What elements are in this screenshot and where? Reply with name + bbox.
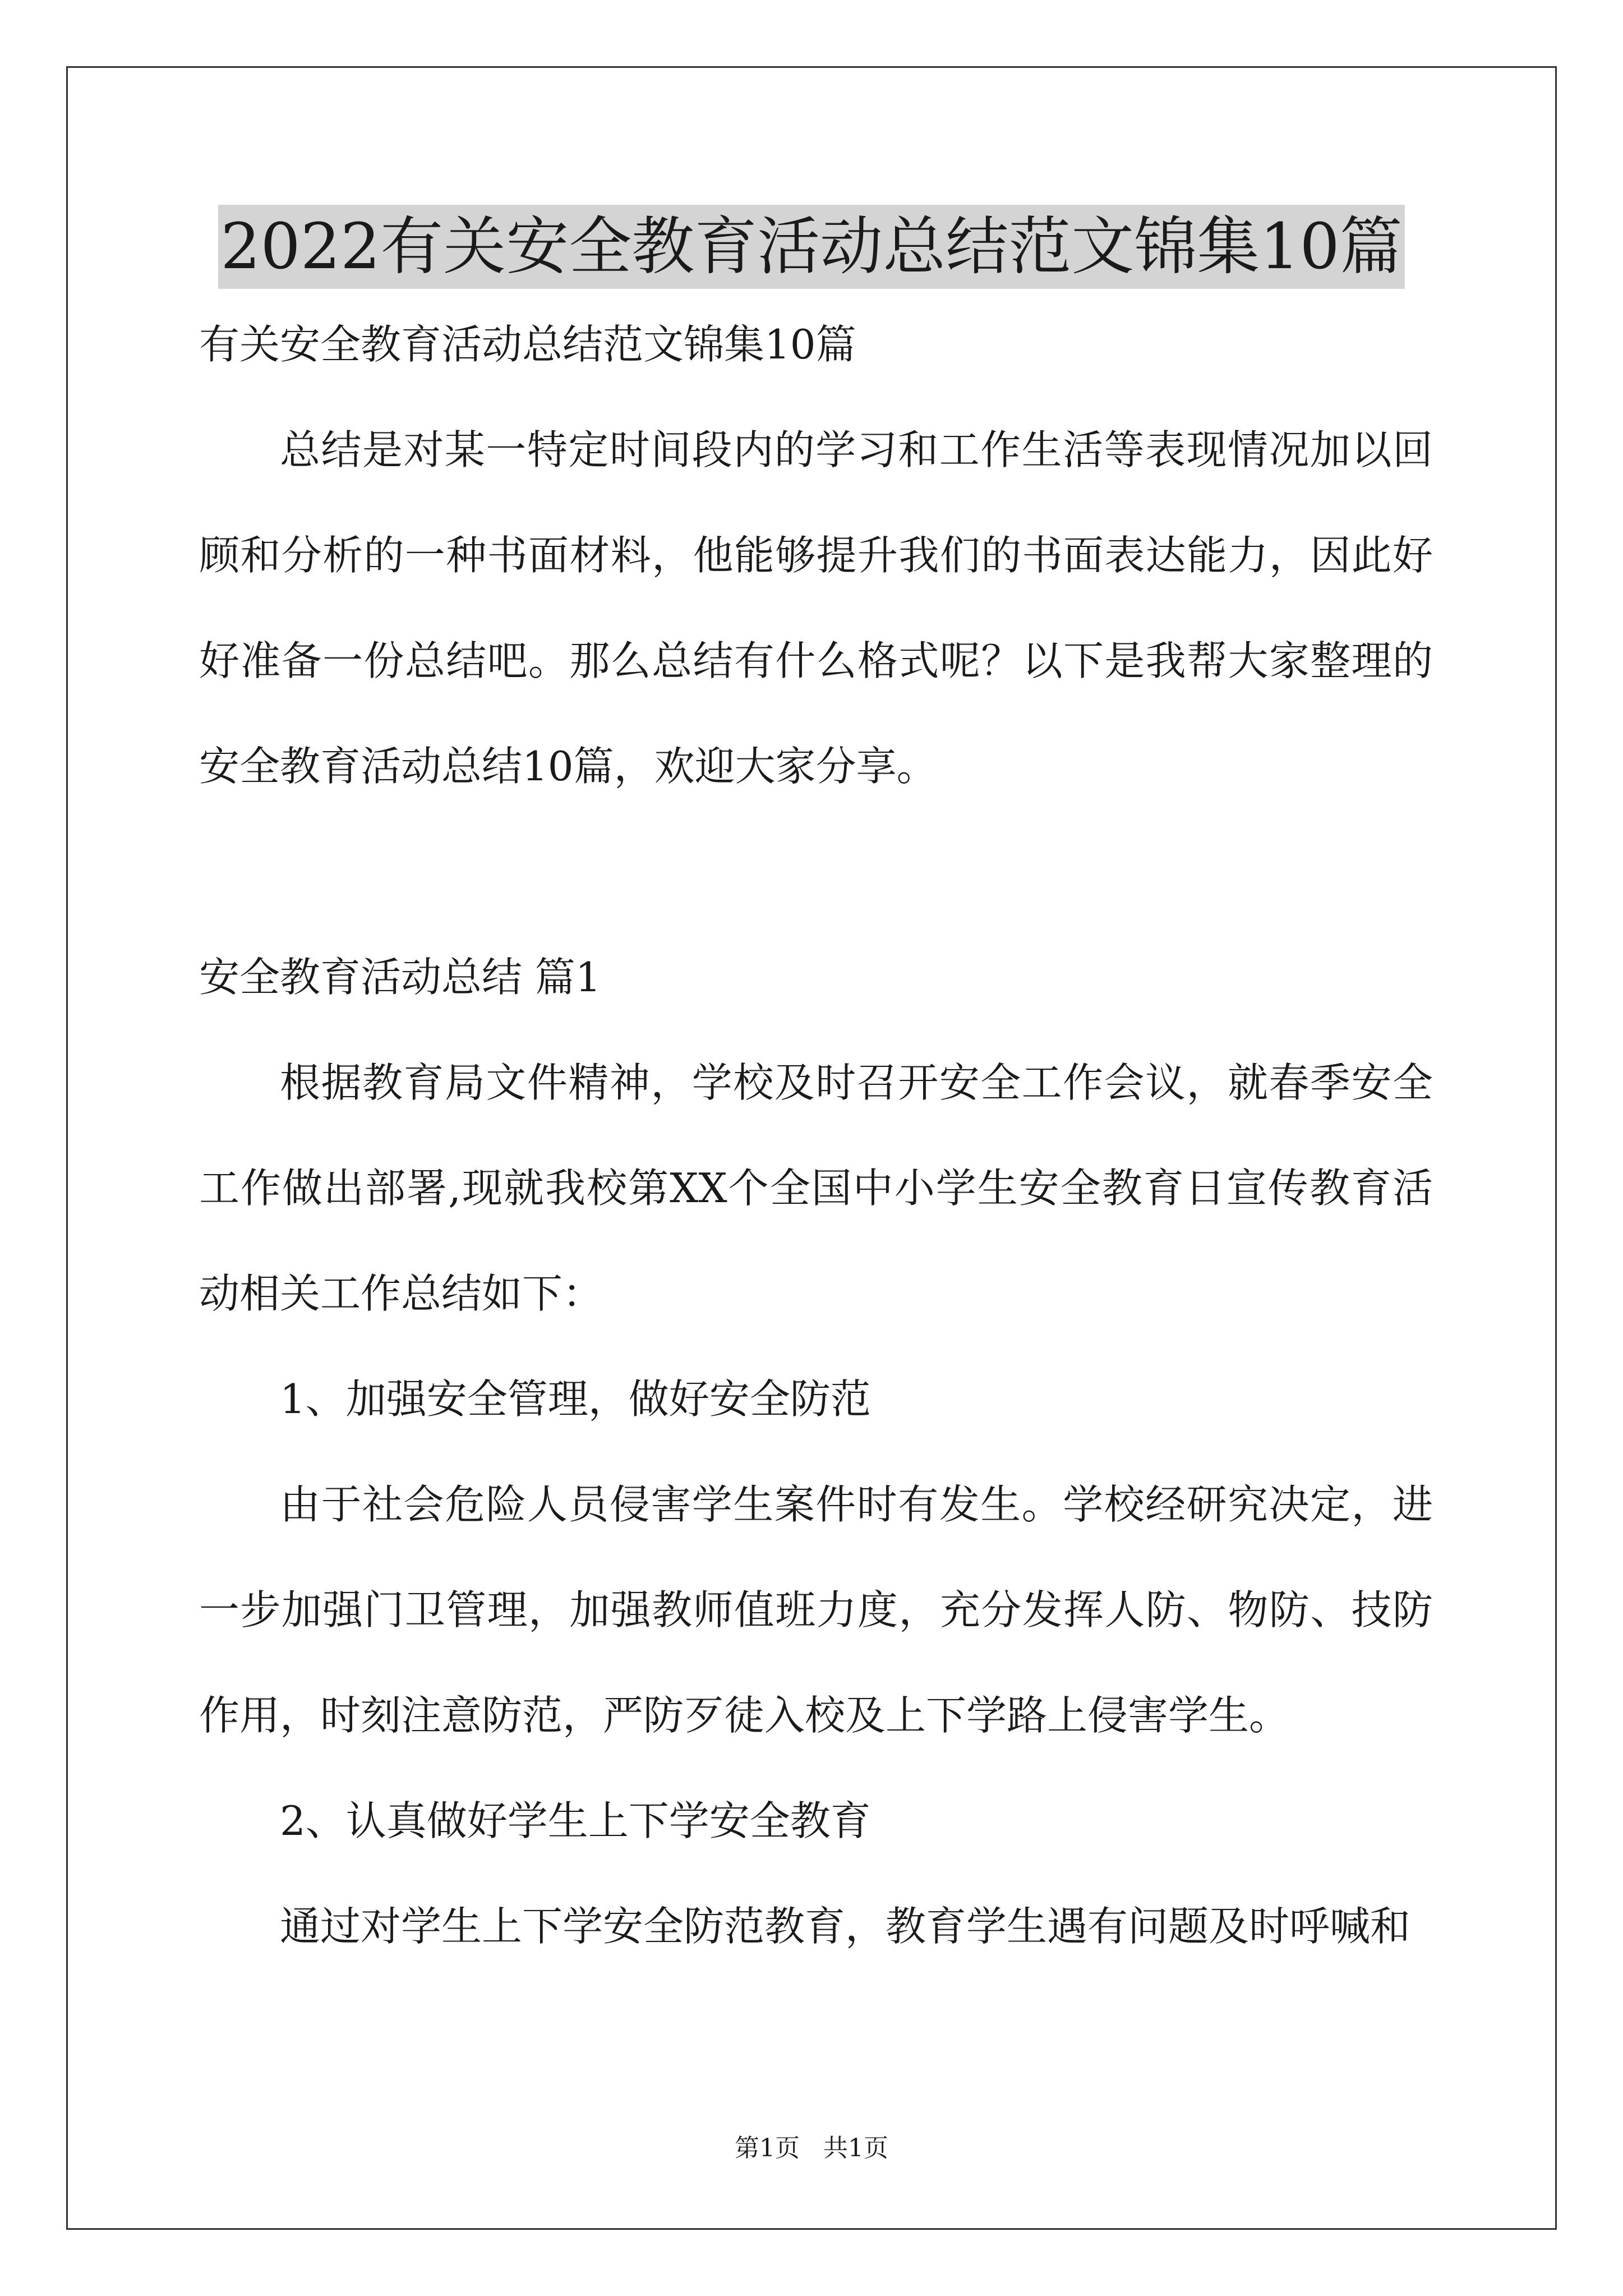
paragraph-spacer [199,819,1433,924]
list-heading-1: 1、加强安全管理，做好安全防范 [280,1375,871,1423]
section-heading: 安全教育活动总结 篇1 [199,954,601,1001]
list-heading-2: 2、认真做好学生上下学安全教育 [280,1797,871,1844]
document-body [199,292,1433,1979]
body-paragraph: 由于社会危险人员侵害学生案件时有发生。学校经研究决定，进一步加强门卫管理，加强教师值班力度，充分发挥人防、物防、技防作用，时刻注意防范，严防歹徒入校及上下学路上侵害学生。 [199,1481,1433,1739]
subtitle: 有关安全教育活动总结范文锦集10篇 [199,321,856,368]
page-footer [0,2132,1623,2165]
document-title: 2022有关安全教育活动总结范文锦集10篇 [218,205,1405,289]
title-container [0,205,1623,289]
intro-paragraph: 总结是对某一特定时间段内的学习和工作生活等表现情况加以回顾和分析的一种书面材料，他能够提升我们的书面表达能力，因此好好准备一份总结吧。那么总结有什么格式呢？以下是我帮大家整理的安全教育活动总结10篇，欢迎大家分享。 [199,426,1433,790]
body-paragraph: 通过对学生上下学安全防范教育，教育学生遇有问题及时呼喊和 [280,1903,1411,1950]
page-total: 共1页 [823,2134,888,2162]
body-paragraph: 根据教育局文件精神，学校及时召开安全工作会议，就春季安全工作做出部署,现就我校第XX个全国中小学生安全教育日宣传教育活动相关工作总结如下： [199,1059,1433,1317]
page-number: 第1页 [735,2134,800,2162]
